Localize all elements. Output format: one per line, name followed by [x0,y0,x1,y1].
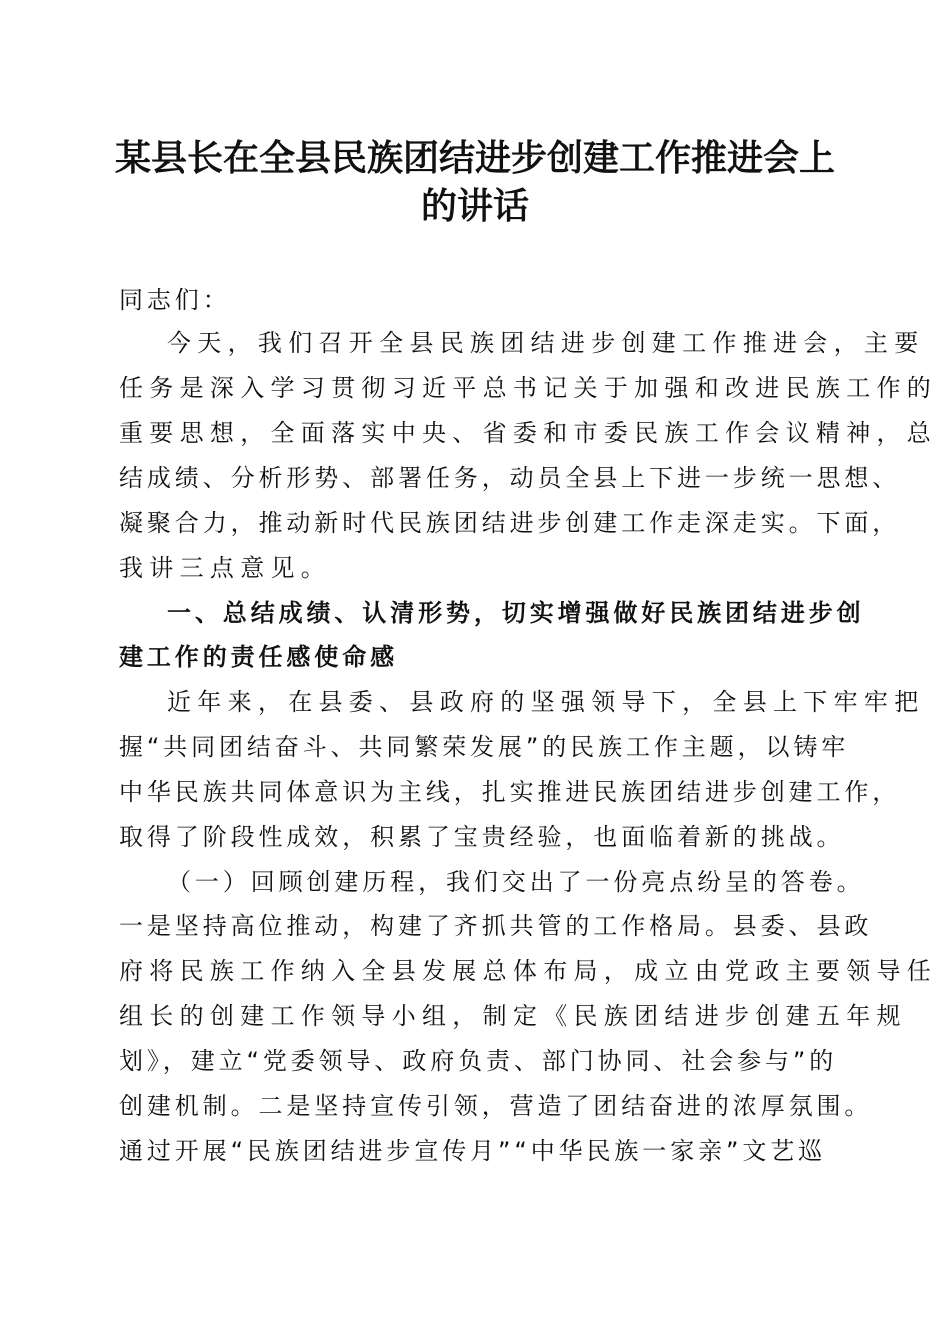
intro-line: 重要思想，全面落实中央、省委和市委民族工作会议精神，总 [119,419,938,447]
subsection-1-line: 通过开展“民族团结进步宣传月”“中华民族一家亲”文艺巡 [119,1137,827,1165]
intro-line: 我讲三点意见。 [119,554,332,582]
section-1-paragraph-line: 取得了阶段性成效，积累了宝贵经验，也面临着新的挑战。 [119,823,845,851]
document-title-line-2: 的讲话 [420,185,529,227]
section-1-heading-line-1: 一、总结成绩、认清形势，切实增强做好民族团结进步创 [167,599,865,627]
salutation: 同志们： [119,286,231,314]
intro-line: 任务是深入学习贯彻习近平总书记关于加强和改进民族工作的 [119,374,938,402]
section-1-paragraph-line: 中华民族共同体意识为主线，扎实推进民族团结进步创建工作， [119,778,901,806]
subsection-1-line: 一是坚持高位推动，构建了齐抓共管的工作格局。县委、县政 [119,912,873,940]
intro-line: 今天，我们召开全县民族团结进步创建工作推进会，主要 [167,329,925,357]
subsection-1-line: 划》，建立“党委领导、政府负责、部门协同、社会参与”的 [119,1047,838,1075]
section-1-paragraph-line: 近年来，在县委、县政府的坚强领导下，全县上下牢牢把 [167,688,925,716]
subsection-1-line: 府将民族工作纳入全县发展总体布局，成立由党政主要领导任 [119,957,938,985]
document-title-line-1: 某县长在全县民族团结进步创建工作推进会上 [114,137,835,179]
subsection-1-line: 组长的创建工作领导小组，制定《民族团结进步创建五年规 [119,1002,907,1030]
subsection-1-line: （一）回顾创建历程，我们交出了一份亮点纷呈的答卷。 [167,868,865,896]
intro-line: 结成绩、分析形势、部署任务，动员全县上下进一步统一思想、 [119,464,901,492]
intro-line: 凝聚合力，推动新时代民族团结进步创建工作走深走实。下面， [119,509,901,537]
section-1-paragraph-line: 握“共同团结奋斗、共同繁荣发展”的民族工作主题，以铸牢 [119,733,850,761]
section-1-heading-line-2: 建工作的责任感使命感 [119,643,398,671]
subsection-1-line: 创建机制。二是坚持宣传引领，营造了团结奋进的浓厚氛围。 [119,1092,873,1120]
